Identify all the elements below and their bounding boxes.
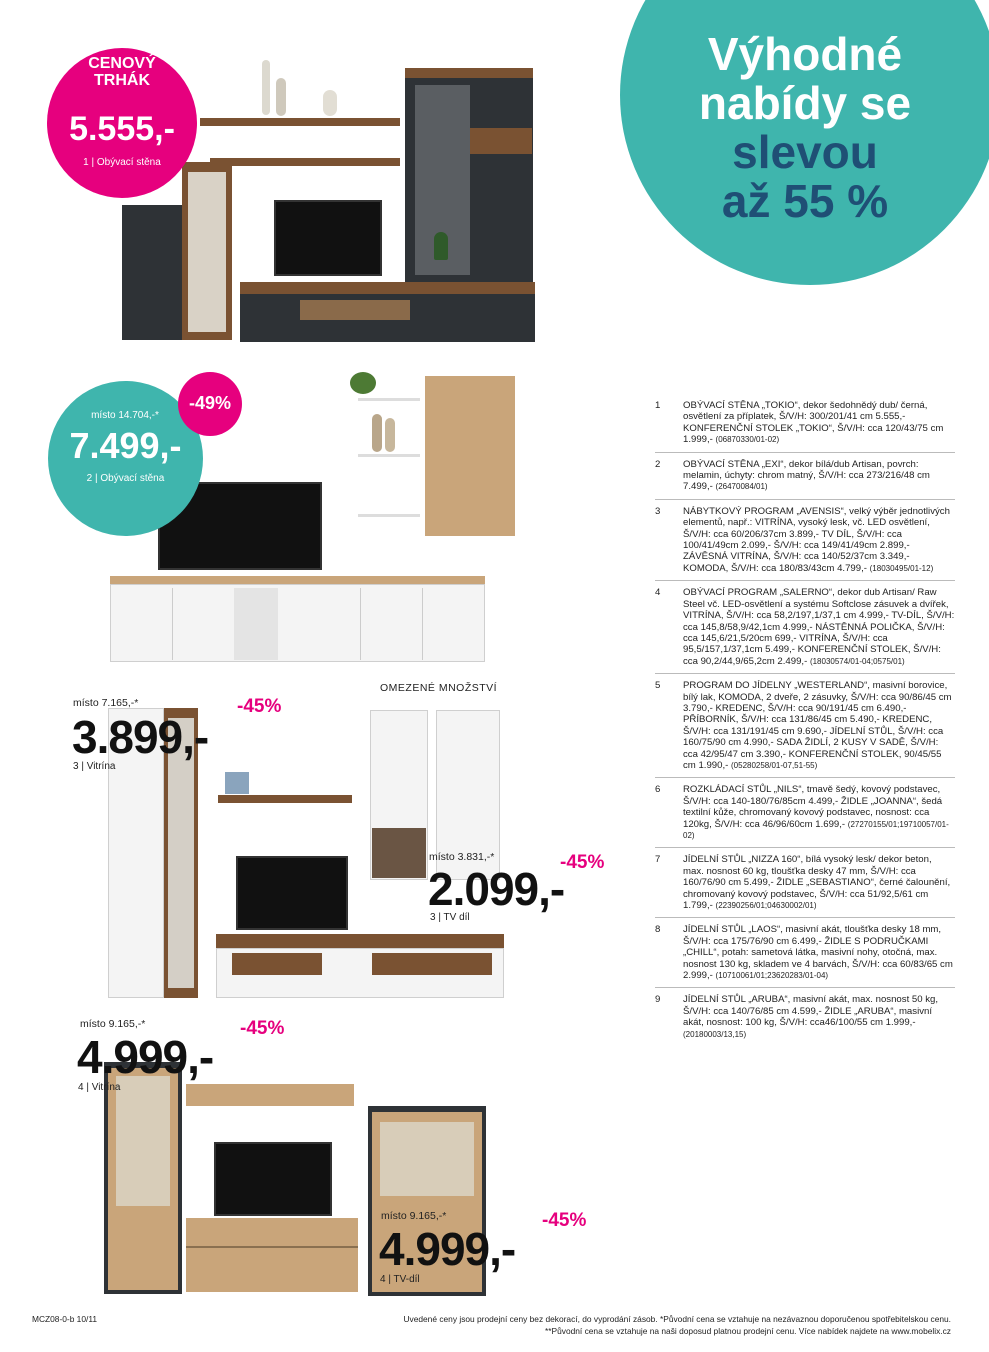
footer-note-2: **Původní cena se vztahuje na naši doposud platnou prodejní cenu. Více nabídek najdete na www.mobelix.cz	[545, 1326, 951, 1336]
hero-headline	[650, 30, 960, 226]
footer-note-1: Uvedené ceny jsou prodejní ceny bez dekorací, do vyprodání zásob. *Původní cena se vztahuje na nezávaznou doporučenou spotřebitelskou cenu.	[403, 1314, 951, 1324]
item-code: (22390256/01;04630002/01)	[715, 901, 817, 911]
item-code: (20180003/13,15)	[683, 1029, 747, 1039]
was-price-3b: místo 3.831,-*	[429, 851, 495, 863]
label-2: 2 | Obývací stěna	[86, 473, 165, 484]
price-2: 7.499,-	[69, 425, 182, 466]
limited-quantity-note: OMEZENÉ MNOŽSTVÍ	[380, 682, 498, 694]
footer-code: MCZ08-0-b 10/11	[32, 1314, 98, 1324]
product-list	[655, 400, 955, 1052]
item-number: 6	[655, 784, 661, 796]
list-item	[655, 587, 955, 674]
item-text: OBÝVACÍ STĚNA „EXI“, dekor bílá/dub Artisan, povrch: melamin, úchyty: chrom matný, Š/V/H: cca 273/216/48 cm 7.499,-	[683, 458, 930, 493]
price-4: 4.999,-	[77, 1031, 214, 1083]
was-price-3: místo 7.165,-*	[73, 697, 139, 709]
item-code: (06870330/01-02)	[715, 435, 780, 445]
price-4b: 4.999,-	[379, 1223, 516, 1275]
item-text: PROGRAM DO JÍDELNY „WESTERLAND“, masivní borovice, bílý lak, KOMODA, 2 dveře, 2 zásuvky, Š/V/H: cca 90/86/45 cm 3.790,- KREDENC, Š/V/H: cca 90/191/45 cm 6.490,- PŘÍBORNÍK, Š/V/H: cca 131/86/45 cm 5.490,- KREDENC, Š/V/H: cca 131/191/45 cm 9.690,- JÍDELNÍ STŮL, Š/V/H: cca 160/75/90 cm 4.990,- SADA ŽIDLÍ, 2 KUSY V SADĚ, Š/V/H: cca 42/95/47 cm 3.390,- KONFERENČNÍ STOLEK, 90/45/55 cm 1.990,-	[683, 680, 952, 771]
item-code: (27270155/01;19710057/01-02)	[683, 819, 949, 840]
price-tag-line-2: TRHÁK	[94, 72, 150, 89]
hero-line-2: nabídy se	[698, 77, 912, 129]
item-number: 4	[655, 587, 661, 599]
item-number: 2	[655, 458, 661, 470]
item-text: OBÝVACÍ STĚNA „TOKIO“, dekor šedohnědý dub/ černá, osvětlení za příplatek, Š/V/H: 300/201/41 cm 5.555,- KONFERENČNÍ STOLEK „TOKIO“, Š/V/H: cca 120/43/75 cm 1.999,-	[683, 400, 944, 446]
item-code: (18030574/01-04;0575/01)	[809, 656, 905, 666]
discount-2: -49%	[188, 393, 232, 413]
item-text: JÍDELNÍ STŮL „LAOS“, masivní akát, tloušťka desky 18 mm, Š/V/H: cca 175/76/90 cm 6.499,- ŽIDLE S PODRUČKAMI „CHILL“, potah: sametová látka, masivní nohy, otočná, max. nosnost 130 kg, skladem ve 4 barvách, Š/V/H: cca 60/83/65 cm 2.999,-	[683, 924, 953, 982]
price-1: 5.555,-	[69, 110, 175, 148]
discount-4b: -45%	[542, 1210, 587, 1231]
list-item	[655, 994, 955, 1046]
discount-3: -45%	[237, 696, 282, 717]
item-text: JÍDELNÍ STŮL „ARUBA“, masivní akát, max. nosnost 50 kg, Š/V/H: cca 140/76/85 cm 4.599,- ŽIDLE „ARUBA“, masivní akát, nosnost: 100 kg, Š/V/H: cca46/100/55 cm 1.999,-	[683, 994, 939, 1029]
label-4: 4 | Vitrína	[78, 1082, 121, 1093]
price-3: 3.899,-	[72, 711, 209, 763]
list-item	[655, 680, 955, 778]
list-item	[655, 400, 955, 453]
list-item	[655, 459, 955, 500]
list-item	[655, 924, 955, 988]
label-4b: 4 | TV-díl	[380, 1274, 420, 1285]
hero-line-4: až 55 %	[721, 175, 889, 227]
discount-3b: -45%	[560, 852, 605, 873]
price-3b: 2.099,-	[428, 863, 565, 915]
item-number: 9	[655, 994, 661, 1006]
list-item	[655, 854, 955, 918]
item-number: 1	[655, 400, 661, 411]
item-code: (26470084/01)	[715, 482, 768, 492]
label-1: 1 | Obývací stěna	[83, 157, 161, 168]
item-number: 7	[655, 854, 661, 866]
hero-line-1: Výhodné	[707, 28, 903, 80]
price-tag-line-1: CENOVÝ	[88, 55, 156, 72]
list-item	[655, 784, 955, 848]
label-3: 3 | Vitrína	[73, 761, 116, 772]
hero-line-3: slevou	[732, 126, 878, 178]
item-text: ROZKLÁDACÍ STŮL „NILS“, tmavě šedý, kovový podstavec, Š/V/H: cca 140-180/76/85cm 4.499,- ŽIDLE „JOANNA“, šedá textilní kůže, chromovaný kovový podstavec, nosnost: cca 120kg, Š/V/H: cca 46/96/60cm 1.699,-	[683, 784, 943, 830]
item-text: NÁBYTKOVÝ PROGRAM „AVENSIS“, velký výběr jednotlivých elementů, např.: VITRÍNA, vysoký lesk, vč. LED osvětlení, Š/V/H: cca 60/206/37cm 3.899,- TV DÍL, Š/V/H: cca 100/41/49cm 2.099,- Š/V/H: cca 149/41/49cm 2.899,- ZÁVĚSNÁ VITRÍNA, Š/V/H: cca 140/52/37cm 3.349,- KOMODA, Š/V/H: cca 180/83/43cm 4.799,-	[683, 505, 950, 574]
item-code: (05280258/01-07,51-55)	[731, 760, 818, 770]
item-number: 5	[655, 680, 661, 692]
list-item	[655, 506, 955, 581]
item-code: (10710061/01;23620283/01-04)	[715, 971, 829, 981]
discount-4: -45%	[240, 1018, 285, 1039]
item-code: (18030495/01-12)	[869, 563, 934, 573]
label-3b: 3 | TV díl	[430, 912, 470, 923]
price-tag-title	[60, 55, 184, 89]
item-number: 8	[655, 924, 661, 936]
was-price-4: místo 9.165,-*	[80, 1018, 146, 1030]
was-price-4b: místo 9.165,-*	[381, 1210, 447, 1222]
item-text: JÍDELNÍ STŮL „NIZZA 160“, bílá vysoký lesk/ dekor beton, max. nosnost 60 kg, tloušťka desky 47 mm, Š/V/H: cca 160/76/90 cm 5.499,- ŽIDLE „SEBASTIANO“, černé čalounění, chromovaný kovový podstavec, Š/V/H: cca 51/92,5/61 cm 1.799,-	[683, 854, 951, 912]
item-text: OBÝVACÍ PROGRAM „SALERNO“, dekor dub Artisan/ Raw Steel vč. LED-osvětlení a systému Softclose zásuvek a dvířek, VITRÍNA, Š/V/H: cca 58,2/197,1/37,1 cm 4.999,- TV-DÍL, Š/V/H: cca 145,8/58,9/42,1cm 4.999,- NÁSTĚNNÁ POLIČKA, Š/V/H: cca 145,6/21,5/20cm 699,- VITRÍNA, Š/V/H: cca 95,5/157,1/37,1cm 5.499,- KONFERENČNÍ STOLEK, Š/V/H: cca 90,2/44,9/65,2cm 2.499,-	[683, 587, 955, 667]
was-price-2: místo 14.704,-*	[91, 410, 159, 421]
item-number: 3	[655, 505, 661, 517]
